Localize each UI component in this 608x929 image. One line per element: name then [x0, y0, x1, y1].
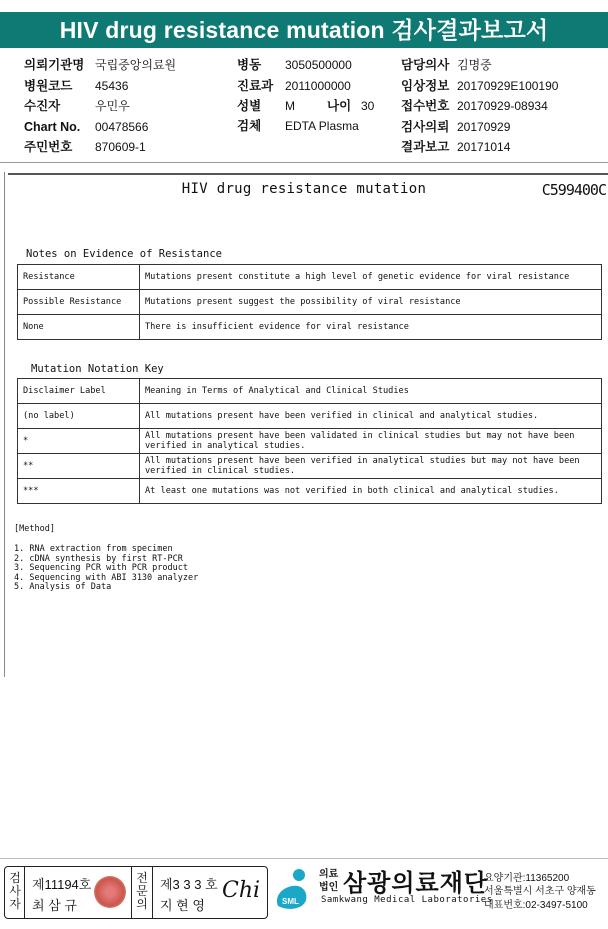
evidence-section-title: Notes on Evidence of Resistance — [26, 248, 222, 260]
table-cell: All mutations present have been verified in clinical and analytical studies. — [140, 404, 602, 429]
inspector-license: 제11194호 — [32, 877, 92, 892]
info-row — [401, 76, 559, 97]
evidence-table — [17, 264, 602, 340]
info-row — [237, 96, 375, 117]
divider — [24, 866, 25, 919]
method-title: [Method] — [14, 524, 55, 534]
table-row — [18, 265, 602, 290]
info-row — [24, 76, 129, 97]
info-row — [24, 137, 146, 158]
divider — [0, 162, 608, 163]
table-row — [18, 479, 602, 504]
table-row — [18, 315, 602, 340]
logo-text: SML — [282, 897, 299, 906]
table-row — [18, 290, 602, 315]
info-value: EDTA Plasma — [285, 118, 359, 133]
info-value: 2011000000 — [285, 78, 351, 93]
info-row — [401, 117, 511, 138]
info-label: 주민번호 — [24, 140, 73, 154]
report-header-title: HIV drug resistance mutation 검사결과보고서 — [0, 12, 608, 48]
divider — [0, 858, 608, 859]
info-label: Chart No. — [24, 119, 81, 134]
table-cell: Possible Resistance — [18, 290, 140, 315]
info-value: 20170929E100190 — [457, 78, 559, 93]
report-title: HIV drug resistance mutation — [181, 181, 427, 197]
method-step: 3. Sequencing PCR with PCR product — [14, 563, 188, 574]
info-value: M — [285, 99, 295, 113]
divider — [131, 866, 132, 919]
contact-code: 요양기관:11365200 — [484, 873, 570, 884]
inspector-name: 최 삼 규 — [32, 898, 77, 913]
info-row — [237, 55, 352, 76]
notation-section-title: Mutation Notation Key — [31, 363, 164, 375]
table-cell: Mutations present constitute a high level of genetic evidence for viral resistance — [140, 265, 602, 290]
info-label: 수진자 — [24, 99, 61, 113]
report-code: C599400C — [541, 181, 606, 199]
info-label: 진료과 — [237, 78, 274, 93]
table-cell: Meaning in Terms of Analytical and Clinical Studies — [140, 379, 602, 404]
specialist-label: 전문의 — [136, 871, 148, 911]
info-label: 접수번호 — [401, 99, 450, 113]
page-left-rule — [4, 172, 5, 677]
info-value: 20170929 — [457, 119, 511, 134]
info-label: 결과보고 — [401, 140, 450, 154]
table-cell: ** — [18, 454, 140, 479]
patient-info-col2 — [237, 55, 375, 136]
info-row — [237, 116, 359, 137]
seal-stamp-icon — [94, 876, 126, 908]
inspector-label: 검사자 — [9, 871, 21, 911]
contact-phone: 대표번호:02-3497-5100 — [484, 900, 588, 911]
info-row — [401, 96, 548, 117]
divider — [152, 866, 153, 919]
info-row — [401, 55, 492, 76]
table-cell: * — [18, 429, 140, 454]
age-value: 30 — [361, 99, 375, 113]
signature: Chi — [222, 878, 261, 903]
method-step: 1. RNA extraction from specimen — [14, 544, 173, 554]
table-cell: At least one mutations was not verified in both clinical and analytical studies. — [140, 479, 602, 504]
info-row — [24, 117, 149, 138]
info-row — [24, 96, 130, 117]
method-step: 5. Analysis of Data — [14, 582, 112, 593]
info-label: 검사의뢰 — [401, 119, 450, 134]
specialist-name: 지 현 영 — [160, 898, 205, 913]
table-row — [18, 429, 602, 454]
info-value: 00478566 — [95, 119, 149, 134]
age-label: 나이 — [327, 99, 352, 113]
info-value: 김명중 — [457, 58, 492, 72]
method-step: 2. cDNA synthesis by first RT-PCR — [14, 553, 183, 564]
table-cell: All mutations present have been validated in clinical studies but may not have been verified in analytical studies. — [140, 429, 602, 454]
info-label: 성별 — [237, 99, 262, 113]
info-value: 20171014 — [457, 140, 511, 154]
info-label: 담당의사 — [401, 58, 450, 72]
info-label: 임상정보 — [401, 78, 450, 93]
method-list — [14, 545, 198, 593]
info-label: 병동 — [237, 58, 262, 72]
table-cell: *** — [18, 479, 140, 504]
org-prefix: 의료 법인 — [319, 869, 339, 893]
info-row — [401, 137, 511, 158]
patient-info-col3 — [401, 55, 559, 158]
table-cell: Resistance — [18, 265, 140, 290]
table-cell: (no label) — [18, 404, 140, 429]
table-cell: Mutations present suggest the possibility of viral resistance — [140, 290, 602, 315]
table-row — [18, 379, 602, 404]
divider — [8, 173, 608, 175]
method-step: 4. Sequencing with ABI 3130 analyzer — [14, 572, 199, 583]
info-value: 20170929-08934 — [457, 99, 548, 113]
sml-logo-icon — [272, 866, 314, 912]
table-row — [18, 454, 602, 479]
info-label: 검체 — [237, 118, 262, 133]
info-value: 3050500000 — [285, 58, 352, 72]
info-value: 870609-1 — [95, 140, 146, 154]
specialist-license: 제3 3 3 호 — [160, 877, 218, 892]
table-cell: All mutations present have been verified in analytical studies but may not have been verified in clinical studies. — [140, 454, 602, 479]
info-row — [237, 76, 351, 97]
table-row — [18, 404, 602, 429]
patient-info-col1 — [24, 55, 177, 158]
info-label: 의뢰기관명 — [24, 58, 85, 72]
info-row — [24, 55, 177, 76]
info-value: 우민우 — [95, 99, 130, 113]
table-cell: None — [18, 315, 140, 340]
table-cell: There is insufficient evidence for viral resistance — [140, 315, 602, 340]
notation-table — [17, 378, 602, 504]
table-cell: Disclaimer Label — [18, 379, 140, 404]
info-label: 병원코드 — [24, 78, 73, 93]
contact-address: 서울특별시 서초구 양재동 — [484, 886, 596, 897]
org-name: 삼광의료재단 — [343, 870, 489, 897]
info-value: 국립중앙의료원 — [95, 58, 177, 72]
org-english-name: Samkwang Medical Laboratories — [321, 895, 493, 905]
info-value: 45436 — [95, 78, 129, 93]
